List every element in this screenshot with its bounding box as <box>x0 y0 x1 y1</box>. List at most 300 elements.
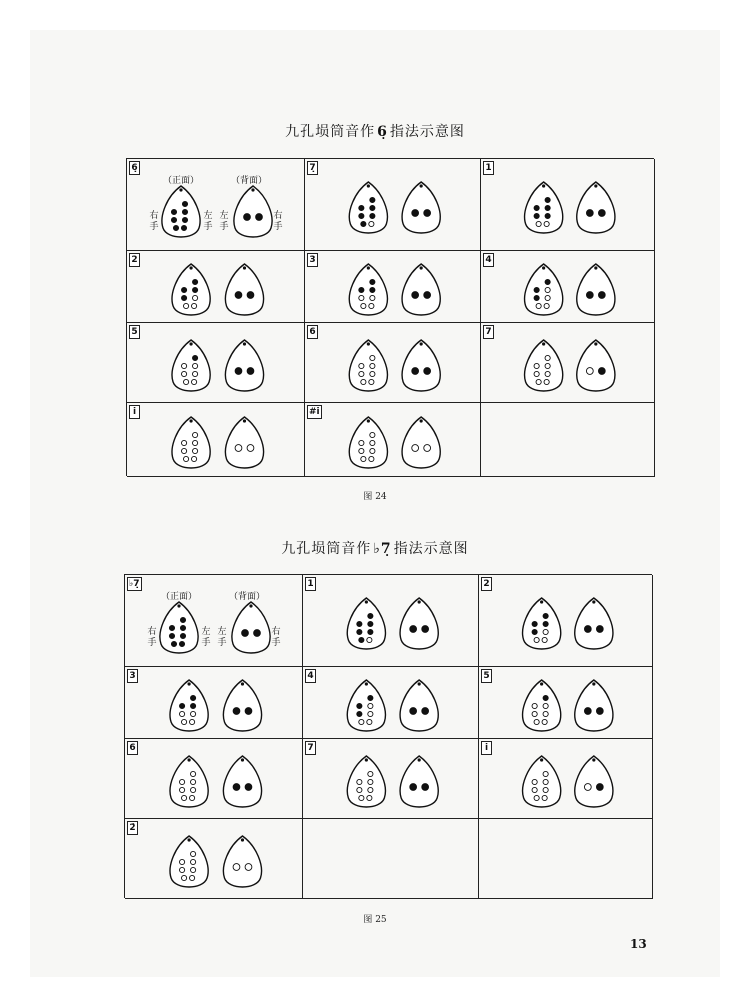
open-hole <box>359 795 364 800</box>
figure-25-caption: 图 25 <box>363 915 387 925</box>
fingering-cell <box>479 739 653 819</box>
closed-hole <box>173 225 178 230</box>
closed-hole <box>598 368 605 375</box>
closed-hole <box>412 210 419 217</box>
empty-cell <box>303 819 479 899</box>
closed-hole <box>370 205 375 210</box>
open-hole <box>359 719 364 724</box>
closed-hole <box>182 217 187 222</box>
open-hole <box>369 221 374 226</box>
ocarina-diagram <box>125 739 303 819</box>
ocarina-diagram <box>481 251 655 323</box>
open-hole <box>534 363 539 368</box>
open-hole <box>532 787 537 792</box>
open-hole <box>543 711 548 716</box>
ocarina-back <box>577 340 615 391</box>
fingering-cell <box>305 159 481 251</box>
open-hole <box>191 456 196 461</box>
ocarina-diagram <box>127 403 305 477</box>
closed-hole <box>179 641 184 646</box>
left-hand-label: 左手 <box>203 211 213 232</box>
closed-hole <box>180 625 185 630</box>
figure-24-title: 九孔埙筒音作 6̣ 指法示意图 <box>285 124 465 140</box>
open-hole <box>368 771 373 776</box>
closed-hole <box>370 197 375 202</box>
open-hole <box>359 295 364 300</box>
ocarina-front <box>162 186 200 237</box>
closed-hole <box>370 213 375 218</box>
closed-hole <box>545 197 550 202</box>
closed-hole <box>192 287 197 292</box>
ocarina-diagram <box>305 251 481 323</box>
closed-hole <box>596 708 603 715</box>
page-number: 13 <box>630 937 647 951</box>
closed-hole <box>543 621 548 626</box>
closed-hole <box>247 292 254 299</box>
ocarina-back <box>400 756 438 807</box>
fingering-cell <box>127 159 305 251</box>
ocarina-front <box>160 602 198 653</box>
closed-hole <box>368 621 373 626</box>
open-hole <box>179 779 184 784</box>
ocarina-back <box>402 417 440 468</box>
fingering-grid-25 <box>124 574 652 898</box>
ocarina-front <box>172 417 210 468</box>
open-hole <box>370 355 375 360</box>
fingering-cell <box>303 667 479 739</box>
ocarina-back <box>400 680 438 731</box>
ocarina-front <box>347 598 385 649</box>
open-hole <box>192 371 197 376</box>
open-hole <box>190 859 195 864</box>
closed-hole <box>424 368 431 375</box>
open-hole <box>534 795 539 800</box>
closed-hole <box>543 613 548 618</box>
open-hole <box>183 379 188 384</box>
open-hole <box>368 703 373 708</box>
open-hole <box>543 629 548 634</box>
fingering-cell <box>127 323 305 403</box>
note-label: 2̇ <box>127 821 138 835</box>
ocarina-front <box>170 756 208 807</box>
ocarina-back <box>225 264 263 315</box>
open-hole <box>361 456 366 461</box>
open-hole <box>247 445 254 452</box>
open-hole <box>192 363 197 368</box>
open-hole <box>357 779 362 784</box>
closed-hole <box>357 703 362 708</box>
ocarina-back <box>402 264 440 315</box>
note-label: i <box>481 741 492 755</box>
closed-hole <box>235 368 242 375</box>
closed-hole <box>181 287 186 292</box>
open-hole <box>536 221 541 226</box>
open-hole <box>359 363 364 368</box>
fingering-cell <box>127 403 305 477</box>
open-hole <box>532 703 537 708</box>
open-hole <box>545 371 550 376</box>
open-hole <box>369 303 374 308</box>
open-hole <box>370 440 375 445</box>
fingering-cell <box>305 251 481 323</box>
figure-25-title: 九孔埙筒音作 ♭7̣ 指法示意图 <box>281 541 469 557</box>
note-label: 7 <box>483 325 494 339</box>
closed-hole <box>534 205 539 210</box>
open-hole <box>192 295 197 300</box>
closed-hole <box>586 292 593 299</box>
open-hole <box>189 719 194 724</box>
fingering-cell <box>127 251 305 323</box>
open-hole <box>181 795 186 800</box>
fingering-cell <box>305 403 481 477</box>
note-label: 5 <box>481 669 492 683</box>
ocarina-back <box>223 836 261 887</box>
closed-hole <box>256 214 263 221</box>
ocarina-back <box>234 186 272 237</box>
empty-cell <box>481 403 655 477</box>
open-hole <box>370 363 375 368</box>
open-hole <box>233 864 240 871</box>
fingering-cell <box>125 819 303 899</box>
open-hole <box>359 371 364 376</box>
open-hole <box>192 440 197 445</box>
open-hole <box>545 355 550 360</box>
open-hole <box>192 432 197 437</box>
closed-hole <box>545 205 550 210</box>
closed-hole <box>370 279 375 284</box>
closed-hole <box>242 630 249 637</box>
open-hole <box>543 779 548 784</box>
closed-hole <box>422 784 429 791</box>
left-hand-label: 左手 <box>201 627 211 648</box>
closed-hole <box>532 629 537 634</box>
closed-hole <box>245 784 252 791</box>
open-hole <box>190 787 195 792</box>
open-hole <box>359 448 364 453</box>
fingering-cell <box>479 667 653 739</box>
closed-hole <box>598 292 605 299</box>
closed-hole <box>410 626 417 633</box>
ocarina-back <box>575 680 613 731</box>
closed-hole <box>359 205 364 210</box>
back-view-label: （背面） <box>231 176 268 186</box>
fingering-cell <box>303 575 479 667</box>
note-label: 6̣ <box>129 161 140 175</box>
ocarina-back <box>575 598 613 649</box>
open-hole <box>190 851 195 856</box>
open-hole <box>370 432 375 437</box>
open-hole <box>181 371 186 376</box>
open-hole <box>545 287 550 292</box>
ocarina-back <box>225 340 263 391</box>
open-hole <box>190 867 195 872</box>
closed-hole <box>254 630 261 637</box>
closed-hole <box>534 287 539 292</box>
note-label: 4 <box>305 669 316 683</box>
ocarina-front <box>349 340 387 391</box>
closed-hole <box>233 784 240 791</box>
ocarina-diagram <box>479 575 653 667</box>
ocarina-front <box>170 680 208 731</box>
note-label: i <box>129 405 140 419</box>
ocarina-front <box>170 836 208 887</box>
closed-hole <box>368 629 373 634</box>
note-label: 6 <box>307 325 318 339</box>
open-hole <box>586 368 593 375</box>
ocarina-front <box>172 264 210 315</box>
ocarina-diagram <box>303 667 479 739</box>
closed-hole <box>412 368 419 375</box>
open-hole <box>357 787 362 792</box>
open-hole <box>181 363 186 368</box>
ocarina-back <box>223 680 261 731</box>
open-hole <box>542 637 547 642</box>
right-hand-label: 右手 <box>147 627 157 648</box>
open-hole <box>181 448 186 453</box>
open-hole <box>534 719 539 724</box>
ocarina-diagram <box>481 159 655 251</box>
closed-hole <box>370 287 375 292</box>
open-hole <box>181 875 186 880</box>
ocarina-diagram <box>305 323 481 403</box>
ocarina-front <box>172 340 210 391</box>
ocarina-front <box>347 756 385 807</box>
closed-hole <box>233 708 240 715</box>
closed-hole <box>190 703 195 708</box>
fingering-grid-24 <box>126 158 654 476</box>
fingering-cell <box>479 575 653 667</box>
closed-hole <box>359 287 364 292</box>
closed-hole <box>171 641 176 646</box>
open-hole <box>532 711 537 716</box>
open-hole <box>189 875 194 880</box>
note-label: #i <box>309 407 320 417</box>
open-hole <box>542 795 547 800</box>
ocarina-diagram <box>125 575 303 667</box>
ocarina-front <box>523 598 561 649</box>
closed-hole <box>586 210 593 217</box>
open-hole <box>367 637 372 642</box>
ocarina-front <box>349 417 387 468</box>
open-hole <box>534 637 539 642</box>
note-label: 2 <box>129 253 140 267</box>
closed-hole <box>584 626 591 633</box>
ocarina-back <box>577 182 615 233</box>
closed-hole <box>596 626 603 633</box>
open-hole <box>361 379 366 384</box>
closed-hole <box>410 784 417 791</box>
ocarina-front <box>523 680 561 731</box>
ocarina-front <box>523 756 561 807</box>
open-hole <box>183 303 188 308</box>
closed-hole <box>545 213 550 218</box>
open-hole <box>179 787 184 792</box>
closed-hole <box>182 201 187 206</box>
note-label: 3 <box>127 669 138 683</box>
closed-hole <box>171 209 176 214</box>
open-hole <box>543 703 548 708</box>
open-hole <box>370 371 375 376</box>
closed-hole <box>180 633 185 638</box>
note-label: 7 <box>305 741 316 755</box>
ocarina-back <box>577 264 615 315</box>
closed-hole <box>545 279 550 284</box>
open-hole <box>179 711 184 716</box>
open-hole <box>179 859 184 864</box>
open-hole <box>544 303 549 308</box>
open-hole <box>545 363 550 368</box>
open-hole <box>368 711 373 716</box>
closed-hole <box>357 711 362 716</box>
closed-hole <box>169 633 174 638</box>
open-hole <box>181 440 186 445</box>
ocarina-diagram <box>303 739 479 819</box>
ocarina-diagram <box>305 159 481 251</box>
fingering-cell <box>481 251 655 323</box>
fingering-cell <box>125 575 303 667</box>
ocarina-back <box>402 182 440 233</box>
closed-hole <box>245 708 252 715</box>
closed-hole <box>424 210 431 217</box>
ocarina-diagram <box>127 159 305 251</box>
closed-hole <box>368 695 373 700</box>
ocarina-back <box>400 598 438 649</box>
closed-hole <box>412 292 419 299</box>
open-hole <box>370 448 375 453</box>
ocarina-diagram <box>479 739 653 819</box>
open-hole <box>542 719 547 724</box>
closed-hole <box>244 214 251 221</box>
ocarina-diagram <box>125 819 303 899</box>
fingering-cell <box>481 323 655 403</box>
note-label: 3 <box>307 253 318 267</box>
fingering-cell <box>305 323 481 403</box>
open-hole <box>367 795 372 800</box>
closed-hole <box>169 625 174 630</box>
closed-hole <box>584 708 591 715</box>
closed-hole <box>361 221 366 226</box>
fingering-cell <box>481 159 655 251</box>
open-hole <box>543 771 548 776</box>
note-label: 4 <box>483 253 494 267</box>
ocarina-back <box>232 602 270 653</box>
closed-hole <box>357 621 362 626</box>
ocarina-front <box>525 340 563 391</box>
closed-hole <box>357 629 362 634</box>
ocarina-front <box>525 264 563 315</box>
open-hole <box>192 448 197 453</box>
figure-24-caption: 图 24 <box>363 492 387 502</box>
closed-hole <box>422 708 429 715</box>
closed-hole <box>190 695 195 700</box>
closed-hole <box>534 213 539 218</box>
closed-hole <box>192 355 197 360</box>
ocarina-front <box>349 264 387 315</box>
open-hole <box>245 864 252 871</box>
closed-hole <box>235 292 242 299</box>
left-hand-label-back: 左手 <box>217 627 227 648</box>
note-label: 2 <box>481 577 492 591</box>
open-hole <box>183 456 188 461</box>
front-view-label: （正面） <box>161 592 198 602</box>
open-hole <box>235 445 242 452</box>
ocarina-diagram <box>127 251 305 323</box>
open-hole <box>544 221 549 226</box>
open-hole <box>359 440 364 445</box>
open-hole <box>189 795 194 800</box>
right-hand-label-back: 右手 <box>271 627 281 648</box>
open-hole <box>369 456 374 461</box>
ocarina-diagram <box>481 323 655 403</box>
back-view-label: （背面） <box>229 592 266 602</box>
ocarina-diagram <box>303 575 479 667</box>
ocarina-front <box>347 680 385 731</box>
open-hole <box>545 295 550 300</box>
fingering-cell <box>125 739 303 819</box>
note-label: 6 <box>127 741 138 755</box>
closed-hole <box>182 209 187 214</box>
ocarina-back <box>223 756 261 807</box>
open-hole <box>368 787 373 792</box>
closed-hole <box>171 217 176 222</box>
closed-hole <box>410 708 417 715</box>
closed-hole <box>181 295 186 300</box>
closed-hole <box>247 368 254 375</box>
note-label: 1 <box>483 161 494 175</box>
open-hole <box>368 779 373 784</box>
ocarina-front <box>525 182 563 233</box>
closed-hole <box>424 292 431 299</box>
open-hole <box>543 787 548 792</box>
open-hole <box>179 867 184 872</box>
note-label: 1 <box>305 577 316 591</box>
open-hole <box>584 784 591 791</box>
ocarina-back <box>225 417 263 468</box>
closed-hole <box>534 295 539 300</box>
open-hole <box>369 379 374 384</box>
open-hole <box>412 445 419 452</box>
right-hand-label: 右手 <box>149 211 159 232</box>
open-hole <box>536 379 541 384</box>
open-hole <box>424 445 431 452</box>
fingering-cell <box>303 739 479 819</box>
ocarina-diagram <box>305 403 481 477</box>
ocarina-diagram <box>125 667 303 739</box>
closed-hole <box>596 784 603 791</box>
open-hole <box>190 711 195 716</box>
open-hole <box>190 771 195 776</box>
ocarina-back <box>402 340 440 391</box>
closed-hole <box>180 617 185 622</box>
closed-hole <box>359 213 364 218</box>
closed-hole <box>368 613 373 618</box>
closed-hole <box>192 279 197 284</box>
open-hole <box>361 303 366 308</box>
note-label: ♭7̣ <box>129 579 140 589</box>
right-hand-label-back: 右手 <box>273 211 283 232</box>
fingering-cell <box>125 667 303 739</box>
open-hole <box>532 779 537 784</box>
open-hole <box>544 379 549 384</box>
ocarina-front <box>349 182 387 233</box>
empty-cell <box>479 819 653 899</box>
open-hole <box>181 719 186 724</box>
closed-hole <box>543 695 548 700</box>
closed-hole <box>422 626 429 633</box>
ocarina-back <box>575 756 613 807</box>
open-hole <box>534 371 539 376</box>
left-hand-label-back: 左手 <box>219 211 229 232</box>
